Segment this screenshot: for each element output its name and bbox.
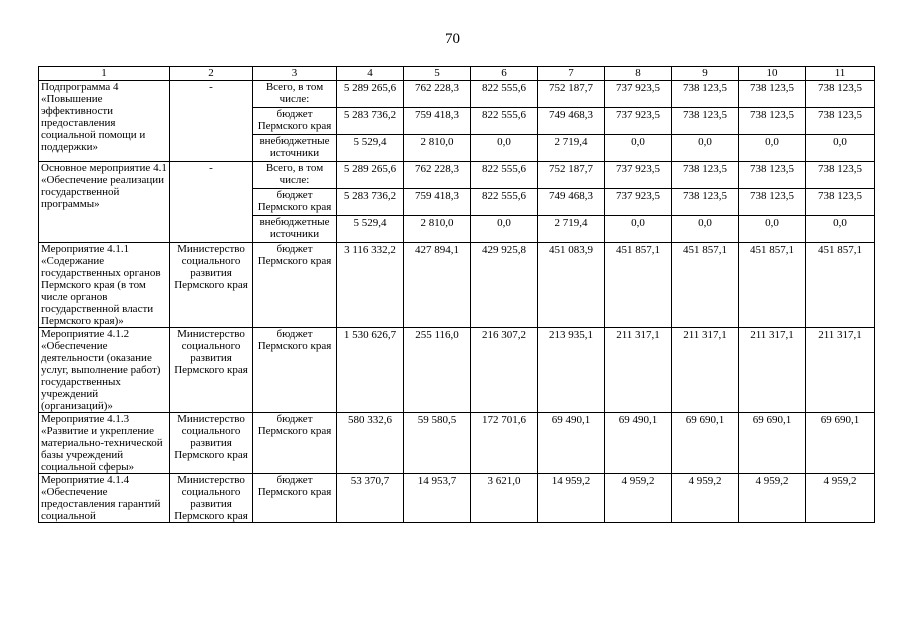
amount-cell: 738 123,5 [672,189,739,216]
table-row [39,162,875,189]
amount-cell: 211 317,1 [672,328,739,413]
amount-cell: 738 123,5 [806,189,875,216]
amount-cell: 0,0 [471,216,538,243]
amount-cell: 738 123,5 [806,108,875,135]
amount-cell: 69 690,1 [806,413,875,474]
amount-cell: 216 307,2 [471,328,538,413]
funding-source: бюджет Пермского края [253,328,337,413]
amount-cell: 213 935,1 [538,328,605,413]
amount-cell: 822 555,6 [471,162,538,189]
table-row [39,243,875,328]
program-table [38,66,875,523]
amount-cell: 69 490,1 [605,413,672,474]
amount-cell: 69 690,1 [672,413,739,474]
row-name: Мероприятие 4.1.4 «Обеспечение предоставления гарантий социальной [39,474,170,523]
amount-cell: 5 289 265,6 [337,81,404,108]
amount-cell: 14 959,2 [538,474,605,523]
amount-cell: 255 116,0 [404,328,471,413]
amount-cell: 4 959,2 [672,474,739,523]
amount-cell: 737 923,5 [605,162,672,189]
amount-cell: 2 810,0 [404,216,471,243]
amount-cell: 5 529,4 [337,135,404,162]
amount-cell: 2 719,4 [538,135,605,162]
amount-cell: 762 228,3 [404,81,471,108]
amount-cell: 822 555,6 [471,81,538,108]
amount-cell: 451 857,1 [739,243,806,328]
funding-source: бюджет Пермского края [253,413,337,474]
row-executor: - [170,162,253,243]
amount-cell: 59 580,5 [404,413,471,474]
amount-cell: 0,0 [471,135,538,162]
amount-cell: 0,0 [672,135,739,162]
col-header: 8 [605,67,672,81]
amount-cell: 5 529,4 [337,216,404,243]
amount-cell: 580 332,6 [337,413,404,474]
amount-cell: 1 530 626,7 [337,328,404,413]
funding-source: бюджет Пермского края [253,189,337,216]
amount-cell: 5 283 736,2 [337,189,404,216]
amount-cell: 749 468,3 [538,108,605,135]
amount-cell: 738 123,5 [672,81,739,108]
header-row [39,67,875,81]
amount-cell: 4 959,2 [739,474,806,523]
page-number: 70 [445,31,460,47]
amount-cell: 738 123,5 [806,162,875,189]
funding-source: внебюджетные источники [253,135,337,162]
amount-cell: 737 923,5 [605,108,672,135]
funding-source: внебюджетные источники [253,216,337,243]
col-header: 3 [253,67,337,81]
amount-cell: 752 187,7 [538,81,605,108]
amount-cell: 738 123,5 [739,81,806,108]
amount-cell: 451 083,9 [538,243,605,328]
row-executor: Министерство социального развития Пермского края [170,474,253,523]
amount-cell: 759 418,3 [404,108,471,135]
col-header: 5 [404,67,471,81]
amount-cell: 451 857,1 [672,243,739,328]
table-row [39,81,875,108]
amount-cell: 737 923,5 [605,189,672,216]
amount-cell: 3 116 332,2 [337,243,404,328]
amount-cell: 429 925,8 [471,243,538,328]
amount-cell: 0,0 [739,135,806,162]
col-header: 7 [538,67,605,81]
amount-cell: 2 719,4 [538,216,605,243]
amount-cell: 4 959,2 [806,474,875,523]
row-name: Мероприятие 4.1.3 «Развитие и укрепление материально-технической базы учреждений социальной сферы» [39,413,170,474]
amount-cell: 2 810,0 [404,135,471,162]
amount-cell: 737 923,5 [605,81,672,108]
row-executor: - [170,81,253,162]
funding-source: Всего, в том числе: [253,162,337,189]
amount-cell: 738 123,5 [739,189,806,216]
amount-cell: 211 317,1 [605,328,672,413]
col-header: 1 [39,67,170,81]
amount-cell: 0,0 [672,216,739,243]
row-name: Мероприятие 4.1.2 «Обеспечение деятельности (оказание услуг, выполнение работ) государственных учреждений (организаций)» [39,328,170,413]
amount-cell: 759 418,3 [404,189,471,216]
amount-cell: 749 468,3 [538,189,605,216]
amount-cell: 0,0 [605,135,672,162]
amount-cell: 4 959,2 [605,474,672,523]
row-executor: Министерство социального развития Пермского края [170,243,253,328]
amount-cell: 53 370,7 [337,474,404,523]
amount-cell: 5 289 265,6 [337,162,404,189]
col-header: 4 [337,67,404,81]
amount-cell: 0,0 [605,216,672,243]
amount-cell: 822 555,6 [471,189,538,216]
amount-cell: 69 690,1 [739,413,806,474]
row-executor: Министерство социального развития Пермского края [170,413,253,474]
col-header: 2 [170,67,253,81]
row-name: Основное мероприятие 4.1 «Обеспечение реализации государственной программы» [39,162,170,243]
amount-cell: 172 701,6 [471,413,538,474]
row-name: Подпрограмма 4 «Повышение эффективности предоставления социальной помощи и поддержки» [39,81,170,162]
amount-cell: 738 123,5 [672,162,739,189]
amount-cell: 14 953,7 [404,474,471,523]
amount-cell: 738 123,5 [672,108,739,135]
amount-cell: 451 857,1 [806,243,875,328]
table-row [39,413,875,474]
amount-cell: 738 123,5 [806,81,875,108]
col-header: 10 [739,67,806,81]
funding-source: бюджет Пермского края [253,243,337,328]
amount-cell: 762 228,3 [404,162,471,189]
amount-cell: 69 490,1 [538,413,605,474]
table-row [39,474,875,523]
amount-cell: 211 317,1 [739,328,806,413]
funding-source: бюджет Пермского края [253,474,337,523]
amount-cell: 822 555,6 [471,108,538,135]
amount-cell: 451 857,1 [605,243,672,328]
table-body [39,81,875,523]
amount-cell: 3 621,0 [471,474,538,523]
col-header: 11 [806,67,875,81]
row-executor: Министерство социального развития Пермского края [170,328,253,413]
col-header: 9 [672,67,739,81]
amount-cell: 738 123,5 [739,162,806,189]
amount-cell: 427 894,1 [404,243,471,328]
table-row [39,328,875,413]
amount-cell: 752 187,7 [538,162,605,189]
col-header: 6 [471,67,538,81]
amount-cell: 0,0 [806,216,875,243]
amount-cell: 738 123,5 [739,108,806,135]
funding-source: бюджет Пермского края [253,108,337,135]
amount-cell: 0,0 [806,135,875,162]
row-name: Мероприятие 4.1.1 «Содержание государственных органов Пермского края (в том числе органов государственной власти Пермского края)» [39,243,170,328]
amount-cell: 211 317,1 [806,328,875,413]
amount-cell: 5 283 736,2 [337,108,404,135]
funding-source: Всего, в том числе: [253,81,337,108]
amount-cell: 0,0 [739,216,806,243]
